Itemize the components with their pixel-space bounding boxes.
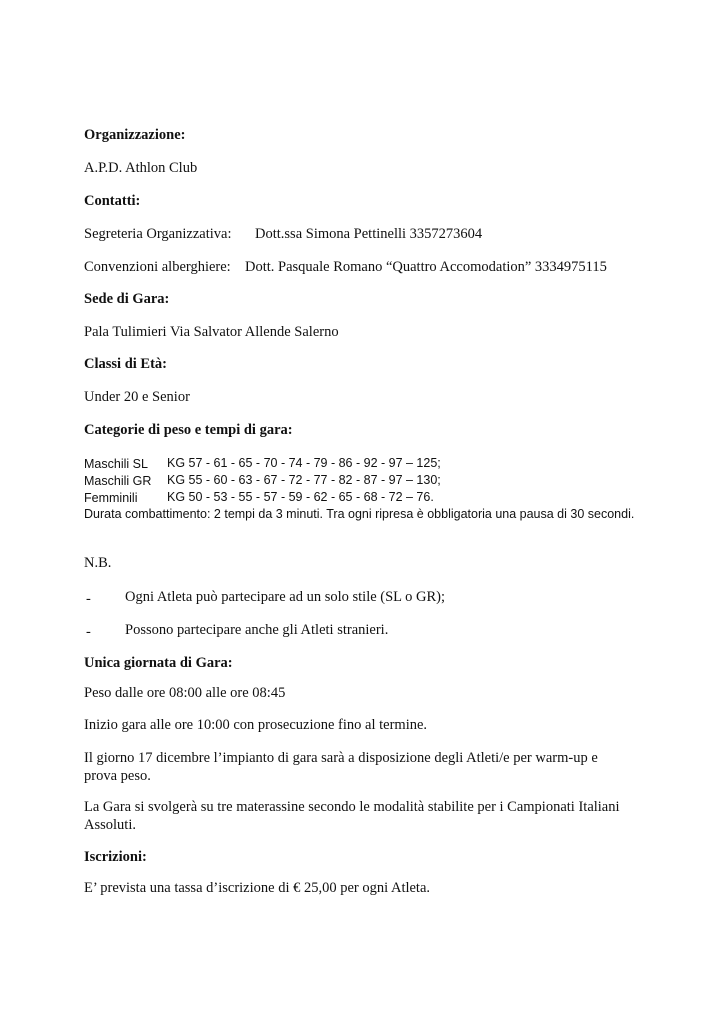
categorie-heading: Categorie di peso e tempi di gara: (84, 422, 293, 438)
convenzioni-value: Dott. Pasquale Romano “Quattro Accomodation” 3334975115 (245, 259, 607, 275)
sede-value: Pala Tulimieri Via Salvator Allende Salerno (84, 324, 339, 340)
segreteria-label: Segreteria Organizzativa: (84, 226, 232, 242)
giornata-inizio: Inizio gara alle ore 10:00 con prosecuzione fino al termine. (84, 717, 428, 733)
giornata-materassine: La Gara si svolgerà su tre materassine secondo le modalità stabilite per i Campionati Italiani Assoluti. (84, 799, 620, 833)
durata-combattimento: Durata combattimento: 2 tempi da 3 minuti. Tra ogni ripresa è obbligatoria una pausa di 30 secondi. (84, 507, 635, 521)
contatti-heading: Contatti: (84, 193, 141, 209)
giornata-peso: Peso dalle ore 08:00 alle ore 08:45 (84, 685, 286, 701)
categoria-label-maschili-sl: Maschili SL (84, 457, 148, 471)
giornata-warmup: Il giorno 17 dicembre l’impianto di gara sarà a disposizione degli Atleti/e per warm-up e prova peso. (84, 750, 598, 784)
categoria-pesi-femminili: KG 50 - 53 - 55 - 57 - 59 - 62 - 65 - 68 - 72 – 76. (167, 490, 434, 504)
categoria-pesi-maschili-gr: KG 55 - 60 - 63 - 67 - 72 - 77 - 82 - 87 - 97 – 130; (167, 473, 441, 487)
segreteria-value: Dott.ssa Simona Pettinelli 3357273604 (255, 226, 483, 242)
organizzazione-value: A.P.D. Athlon Club (84, 160, 198, 176)
classi-heading: Classi di Età: (84, 356, 167, 372)
convenzioni-label: Convenzioni alberghiere: (84, 259, 231, 275)
nb-label: N.B. (84, 555, 112, 571)
nb-item-stranieri: Possono partecipare anche gli Atleti stranieri. (125, 622, 389, 638)
sede-heading: Sede di Gara: (84, 291, 170, 307)
nb-item-stile: Ogni Atleta può partecipare ad un solo stile (SL o GR); (125, 589, 446, 605)
bullet-dash: - (86, 624, 91, 640)
categoria-label-maschili-gr: Maschili GR (84, 474, 152, 488)
bullet-dash: - (86, 591, 91, 607)
iscrizioni-heading: Iscrizioni: (84, 849, 147, 865)
giornata-heading: Unica giornata di Gara: (84, 655, 233, 671)
categoria-label-femminili: Femminili (84, 491, 138, 505)
classi-value: Under 20 e Senior (84, 389, 190, 405)
categoria-pesi-maschili-sl: KG 57 - 61 - 65 - 70 - 74 - 79 - 86 - 92 - 97 – 125; (167, 456, 441, 470)
organizzazione-heading: Organizzazione: (84, 127, 186, 143)
iscrizioni-value: E’ prevista una tassa d’iscrizione di € 25,00 per ogni Atleta. (84, 880, 431, 896)
